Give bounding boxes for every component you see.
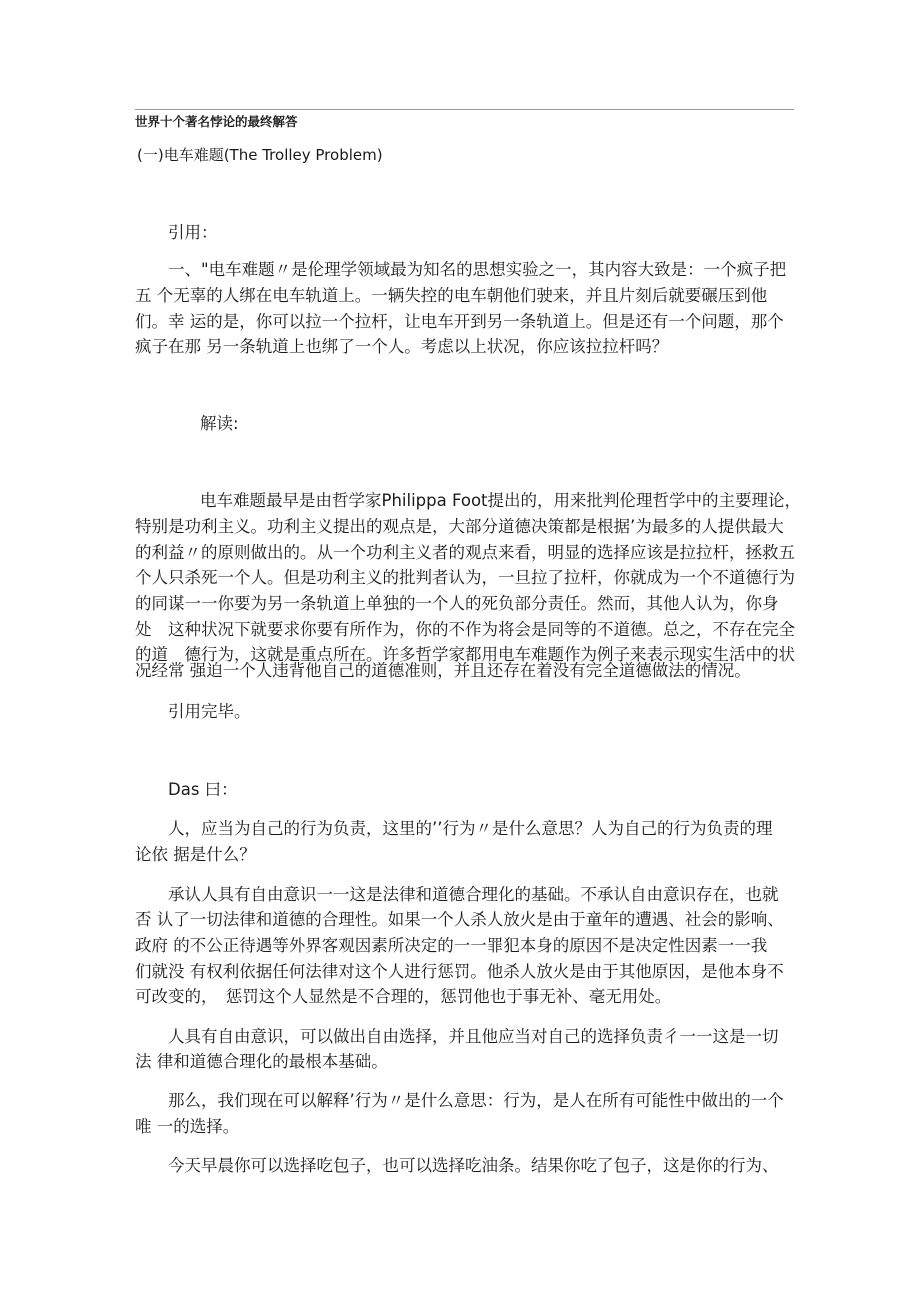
text-line: 那么，我们现在可以解释’行为〃是什么意思：行为，是人在所有可能性中做出的一个 (168, 1091, 784, 1110)
text-line: 承认人具有自由意识一一这是法律和道德合理化的基础。不承认自由意识存在，也就 (168, 885, 779, 904)
text-line: 个人只杀死一个人。但是功利主义的批判者认为，一旦拉了拉杆，你就成为一个不道德行为 (135, 568, 795, 587)
das-label: Das 曰： (168, 780, 238, 799)
section-heading: (一)电车难题(The Trolley Problem) (137, 146, 383, 164)
text-line: 五 个无辜的人绑在电车轨道上。一辆失控的电车朝他们驶来，并且片刻后就要碾压到他 (135, 286, 768, 305)
text-line: 的利益〃的原则做出的。从一个功利主义者的观点来看，明显的选择应该是拉拉杆，拯救五 (135, 543, 795, 562)
text-line: 特别是功利主义。功利主义提出的观点是，大部分道德决策都是根据’为最多的人提供最大 (135, 517, 784, 536)
text-line: 处 这种状况下就要求你要有所作为，你的不作为将会是同等的不道德。总之，不存在完全 (135, 620, 795, 639)
text-line: 法 律和道德合理化的最根本基础。 (135, 1052, 388, 1071)
text-line: 一、"电车难题〃是伦理学领域最为知名的思想实验之一，其内容大致是：一个疯子把 (168, 260, 787, 279)
document-title: 世界十个著名悖论的最终解答 (135, 114, 298, 129)
header-rule (135, 109, 794, 110)
quote-start: 引用： (168, 223, 218, 242)
text-line: 们。幸 运的是，你可以拉一个拉杆，让电车开到另一条轨道上。但是还有一个问题，那个 (135, 312, 784, 331)
text-line: 疯子在那 另一条轨道上也绑了一个人。考虑以上状况，你应该拉拉杆吗？ (135, 337, 669, 356)
text-line: 今天早晨你可以选择吃包子，也可以选择吃油条。结果你吃了包子，这是你的行为、 (168, 1156, 779, 1175)
text-line: 否 认了一切法律和道德的合理性。如果一个人杀人放火是由于童年的遭遇、社会的影响、 (135, 910, 784, 929)
text-line: 人具有自由意识，可以做出自由选择，并且他应当对自己的选择负责彳一一这是一切 (168, 1027, 779, 1046)
text-line: 的同谋一一你要为另一条轨道上单独的一个人的死负部分责任。然而，其他人认为，你身 (135, 594, 779, 613)
text-line: 政府 的不公正待遇等外界客观因素所决定的一一罪犯本身的原因不是决定性因素一一我 (135, 936, 768, 955)
text-line: 论依 据是什么？ (135, 845, 256, 864)
text-line: 唯 一的选择。 (135, 1117, 240, 1136)
text-line: 的道 德行为，这就是重点所在。许多哲学家都用电车难题作为例子来表示现实生活中的状 (135, 645, 795, 664)
text-line: 况经常 强迫一个人违背他自己的道德准则，并且还存在着没有完全道德做法的情况。 (135, 661, 751, 680)
interpretation-label: 解读: (200, 414, 239, 433)
quote-end: 引用完毕。 (168, 702, 251, 721)
text-line: 电车难题最早是由哲学家Philippa Foot提出的，用来批判伦理哲学中的主要理论， (200, 491, 802, 510)
text-line: 人，应当为自己的行为负责，这里的’’行为〃是什么意思？人为自己的行为负责的理 (168, 819, 773, 838)
text-line: 可改变的， 惩罚这个人显然是不合理的，惩罚他也于事无补、毫无用处。 (135, 987, 672, 1006)
text-line: 们就没 有权利依据任何法律对这个人进行惩罚。他杀人放火是由于其他原因，是他本身不 (135, 962, 784, 981)
